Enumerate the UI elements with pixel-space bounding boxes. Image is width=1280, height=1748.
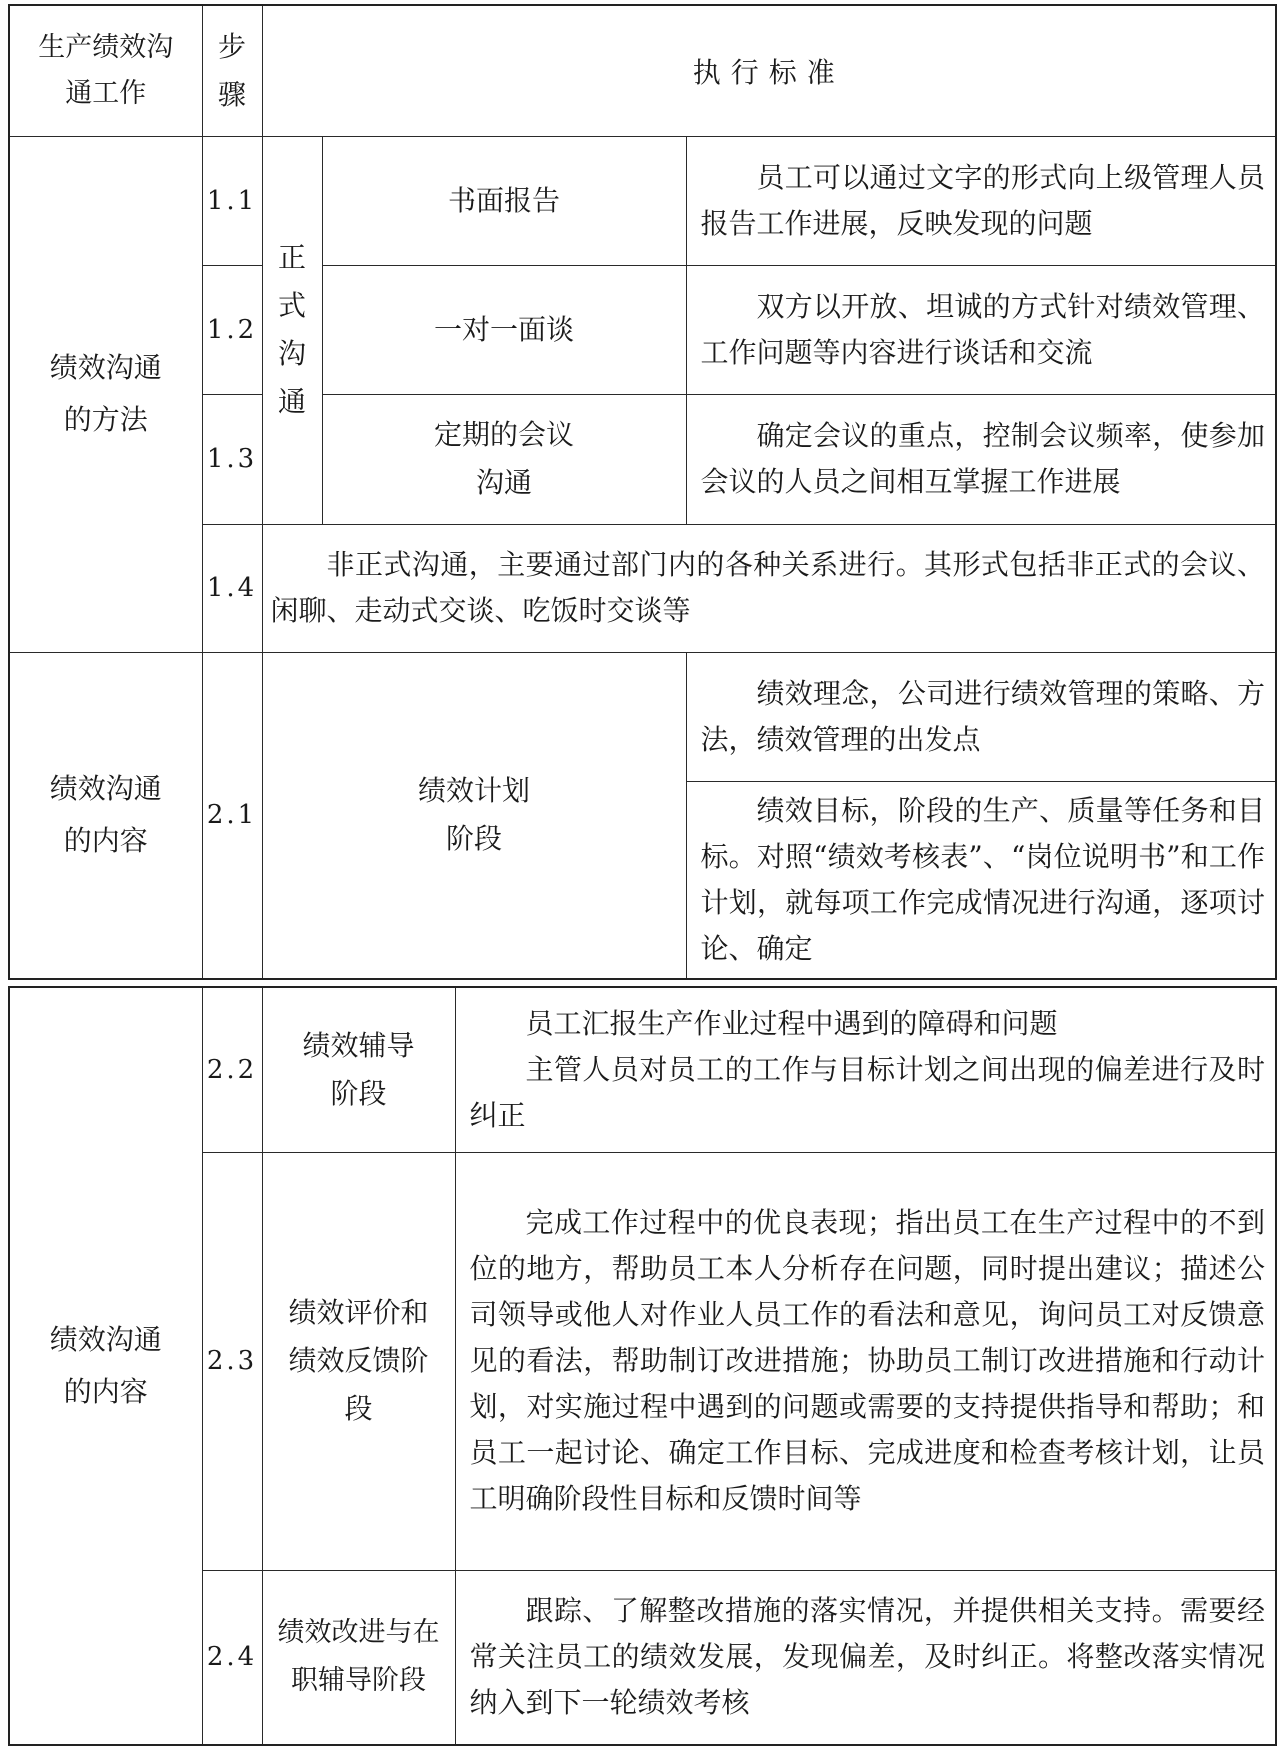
- header-step: 步骤: [217, 29, 246, 111]
- standard-text: 完成工作过程中的优良表现；指出员工在生产过程中的不到位的地方，帮助员工本人分析存在问题，同时提出建议；描述公司领导或他人对作业人员工作的看法和意见，询问员工对反馈意见的看法，帮助制订改进措施；协助员工制订改进措施和行动计划，对实施过程中遇到的问题或需要的支持提供指导和帮助；和员工一起讨论、确定工作目标、完成进度和检查考核计划，让员工明确阶段性目标和反馈时间等: [469, 1206, 1265, 1515]
- stage-cell: [262, 652, 686, 979]
- stage-label: 绩效计划阶段: [418, 774, 531, 855]
- stage-cell: [262, 1152, 455, 1570]
- section3-label-cell: [9, 987, 202, 1745]
- standard-text: 跟踪、了解整改措施的落实情况，并提供相关支持。需要经常关注员工的绩效发展，发现偏差，及时纠正。将整改落实情况纳入到下一轮绩效考核: [469, 1594, 1265, 1720]
- standard-cell: [455, 1152, 1276, 1570]
- formal-group-cell: [262, 136, 322, 524]
- header-work: 生产绩效沟通工作: [38, 31, 174, 109]
- method-cell: [322, 265, 686, 394]
- header-standard: 执行标准: [692, 55, 845, 89]
- header-step-cell: [202, 5, 262, 136]
- method-label: 一对一面谈: [433, 312, 574, 346]
- section1-label: 绩效沟通的方法: [49, 351, 162, 436]
- standard-cell: [686, 652, 1276, 781]
- standard-cell: [686, 136, 1276, 265]
- standard-line: 员工汇报生产作业过程中遇到的障碍和问题: [525, 1006, 1058, 1040]
- step-cell: 1.2: [202, 265, 262, 394]
- step-cell: 1.1: [202, 136, 262, 265]
- step-cell: 2.2: [202, 987, 262, 1152]
- method-cell: [322, 394, 686, 524]
- standard-cell: [686, 394, 1276, 524]
- standard-text: 确定会议的重点，控制会议频率，使参加会议的人员之间相互掌握工作进展: [700, 419, 1266, 498]
- stage-cell: [262, 987, 455, 1152]
- step-cell: 1.4: [202, 524, 262, 652]
- standard-cell: [455, 987, 1276, 1152]
- step-cell: 2.4: [202, 1570, 262, 1745]
- section1-label-cell: [9, 136, 202, 652]
- section2-label-cell: [9, 652, 202, 979]
- step-cell: 1.3: [202, 394, 262, 524]
- step-cell: 2.3: [202, 1152, 262, 1570]
- standard-text: [456, 995, 1276, 1145]
- informal-standard-cell: [262, 524, 1276, 652]
- formal-group-label: 正式沟通: [277, 241, 306, 418]
- standard-cell: [686, 781, 1276, 979]
- section2-label: 绩效沟通的内容: [49, 772, 162, 857]
- stage-label: 绩效辅导阶段: [302, 1028, 415, 1110]
- method-cell: [322, 136, 686, 265]
- standard-text: 员工可以通过文字的形式向上级管理人员报告工作进展，反映发现的问题: [700, 160, 1266, 240]
- standard-text: 绩效目标，阶段的生产、质量等任务和目标。对照“绩效考核表”、“岗位说明书”和工作计划，就每项工作完成情况进行沟通，逐项讨论、确定: [700, 793, 1266, 965]
- header-work-cell: [9, 5, 202, 136]
- standard-cell: [686, 265, 1276, 394]
- informal-standard-text: 非正式沟通，主要通过部门内的各种关系进行。其形式包括非正式的会议、闲聊、走动式交谈、吃饭时交谈等: [270, 548, 1266, 627]
- section3-label: 绩效沟通的内容: [49, 1323, 162, 1408]
- method-label: 定期的会议沟通: [434, 418, 575, 499]
- standard-text: 绩效理念，公司进行绩效管理的策略、方法，绩效管理的出发点: [700, 676, 1266, 756]
- method-label: 书面报告: [447, 183, 560, 217]
- standard-text: 双方以开放、坦诚的方式针对绩效管理、工作问题等内容进行谈话和交流: [700, 289, 1266, 369]
- standards-table-part-1: [8, 4, 1277, 980]
- standard-line: 主管人员对员工的工作与目标计划之间出现的偏差进行及时纠正: [469, 1052, 1265, 1132]
- standard-cell: [455, 1570, 1276, 1745]
- step-cell: 2.1: [202, 652, 262, 979]
- stage-cell: [262, 1570, 455, 1745]
- stage-label: 绩效改进与在职辅导阶段: [277, 1617, 440, 1697]
- standards-table-part-2: [8, 986, 1277, 1746]
- header-standard-cell: [262, 5, 1276, 136]
- stage-label: 绩效评价和绩效反馈阶段: [288, 1296, 429, 1425]
